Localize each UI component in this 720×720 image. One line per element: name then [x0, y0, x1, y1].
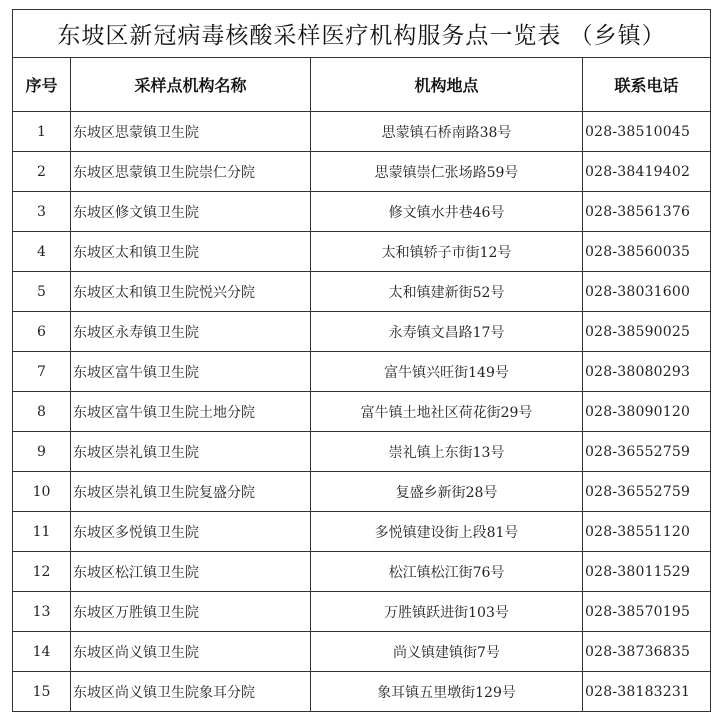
row-index: 15: [13, 672, 71, 712]
row-index: 14: [13, 632, 71, 672]
site-phone: 028-38570195: [583, 592, 711, 632]
site-phone: 028-38551120: [583, 512, 711, 552]
site-address: 复盛乡新街28号: [311, 472, 583, 512]
site-name: 东坡区思蒙镇卫生院: [71, 112, 311, 152]
site-name: 东坡区富牛镇卫生院土地分院: [71, 392, 311, 432]
table-row: [13, 512, 711, 552]
site-address: 崇礼镇上东街13号: [311, 432, 583, 472]
site-phone: 028-38031600: [583, 272, 711, 312]
site-name: 东坡区崇礼镇卫生院: [71, 432, 311, 472]
row-index: 4: [13, 232, 71, 272]
site-address: 富牛镇兴旺街149号: [311, 352, 583, 392]
row-index: 5: [13, 272, 71, 312]
site-name: 东坡区太和镇卫生院: [71, 232, 311, 272]
column-header-name: 采样点机构名称: [71, 58, 311, 112]
table-row: [13, 632, 711, 672]
table-row: [13, 432, 711, 472]
site-name: 东坡区思蒙镇卫生院崇仁分院: [71, 152, 311, 192]
site-address: 思蒙镇石桥南路38号: [311, 112, 583, 152]
column-header-index: 序号: [13, 58, 71, 112]
site-phone: 028-38590025: [583, 312, 711, 352]
site-phone: 028-38080293: [583, 352, 711, 392]
row-index: 10: [13, 472, 71, 512]
row-index: 2: [13, 152, 71, 192]
table-header-row: [13, 58, 711, 112]
site-phone: 028-38011529: [583, 552, 711, 592]
sampling-sites-table: [12, 9, 711, 712]
site-name: 东坡区万胜镇卫生院: [71, 592, 311, 632]
row-index: 12: [13, 552, 71, 592]
site-phone: 028-38183231: [583, 672, 711, 712]
site-address: 富牛镇土地社区荷花街29号: [311, 392, 583, 432]
site-phone: 028-38561376: [583, 192, 711, 232]
site-address: 松江镇松江街76号: [311, 552, 583, 592]
table-row: [13, 352, 711, 392]
row-index: 13: [13, 592, 71, 632]
table-row: [13, 152, 711, 192]
column-header-phone: 联系电话: [583, 58, 711, 112]
row-index: 1: [13, 112, 71, 152]
site-name: 东坡区崇礼镇卫生院复盛分院: [71, 472, 311, 512]
site-name: 东坡区松江镇卫生院: [71, 552, 311, 592]
document-page: [12, 9, 710, 712]
site-phone: 028-38736835: [583, 632, 711, 672]
site-phone: 028-36552759: [583, 432, 711, 472]
table-title: 东坡区新冠病毒核酸采样医疗机构服务点一览表 （乡镇）: [13, 10, 711, 58]
table-row: [13, 232, 711, 272]
table-row: [13, 552, 711, 592]
column-header-address: 机构地点: [311, 58, 583, 112]
table-row: [13, 672, 711, 712]
row-index: 7: [13, 352, 71, 392]
site-phone: 028-38419402: [583, 152, 711, 192]
site-phone: 028-38090120: [583, 392, 711, 432]
site-address: 万胜镇跃进街103号: [311, 592, 583, 632]
table-row: [13, 392, 711, 432]
site-address: 永寿镇文昌路17号: [311, 312, 583, 352]
row-index: 11: [13, 512, 71, 552]
site-address: 尚义镇建镇街7号: [311, 632, 583, 672]
row-index: 3: [13, 192, 71, 232]
table-row: [13, 272, 711, 312]
site-name: 东坡区修文镇卫生院: [71, 192, 311, 232]
site-name: 东坡区太和镇卫生院悦兴分院: [71, 272, 311, 312]
table-row: [13, 472, 711, 512]
table-body: [13, 112, 711, 712]
site-phone: 028-38560035: [583, 232, 711, 272]
site-address: 多悦镇建设街上段81号: [311, 512, 583, 552]
site-address: 太和镇建新街52号: [311, 272, 583, 312]
site-name: 东坡区尚义镇卫生院象耳分院: [71, 672, 311, 712]
site-name: 东坡区尚义镇卫生院: [71, 632, 311, 672]
row-index: 8: [13, 392, 71, 432]
table-row: [13, 312, 711, 352]
site-name: 东坡区富牛镇卫生院: [71, 352, 311, 392]
row-index: 9: [13, 432, 71, 472]
table-row: [13, 592, 711, 632]
site-address: 太和镇轿子市街12号: [311, 232, 583, 272]
site-name: 东坡区多悦镇卫生院: [71, 512, 311, 552]
site-address: 思蒙镇崇仁张场路59号: [311, 152, 583, 192]
site-phone: 028-38510045: [583, 112, 711, 152]
row-index: 6: [13, 312, 71, 352]
table-row: [13, 192, 711, 232]
site-address: 修文镇水井巷46号: [311, 192, 583, 232]
table-row: [13, 112, 711, 152]
site-address: 象耳镇五里墩街129号: [311, 672, 583, 712]
site-name: 东坡区永寿镇卫生院: [71, 312, 311, 352]
site-phone: 028-36552759: [583, 472, 711, 512]
